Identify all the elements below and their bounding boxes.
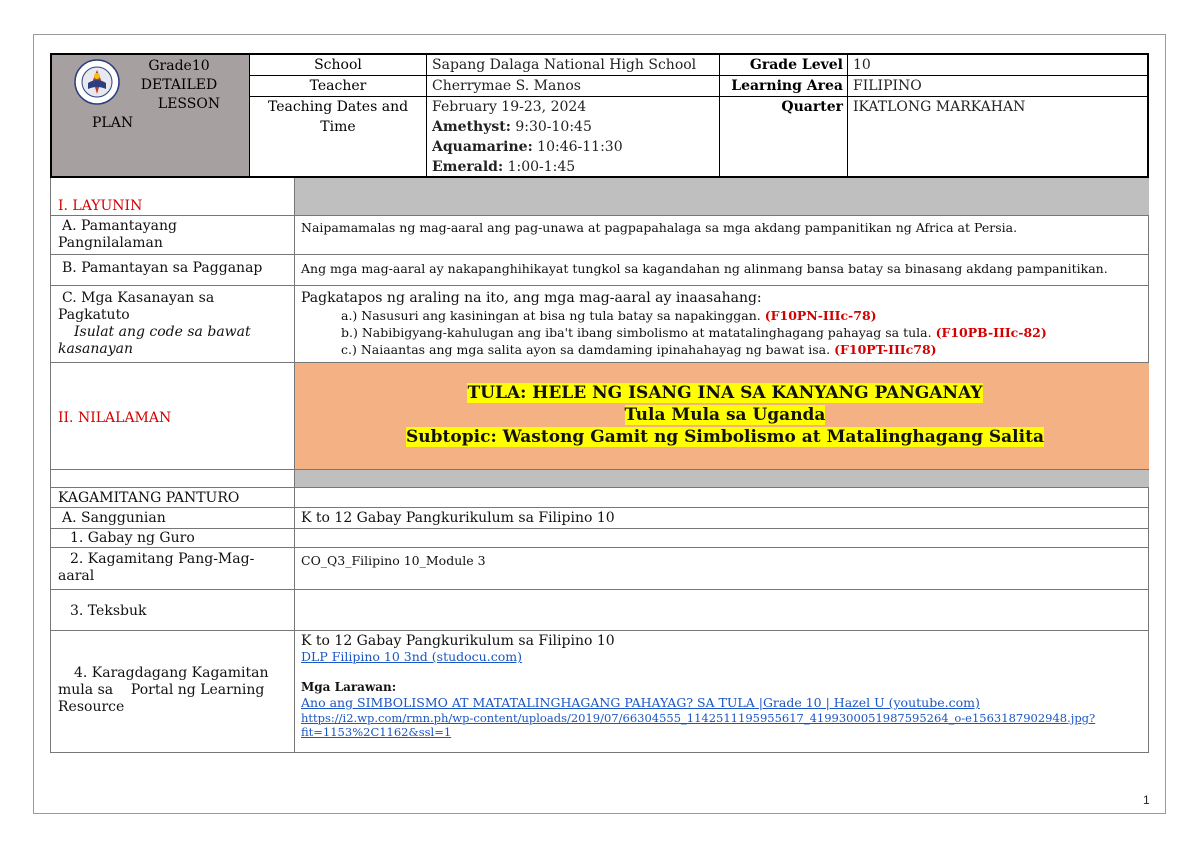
- row-spacer: [50, 470, 1149, 488]
- pang-magaaral-value: CO_Q3_Filipino 10_Module 3: [301, 553, 486, 568]
- gabay-label: 1. Gabay ng Guro: [50, 529, 295, 547]
- row-pang-magaaral: [50, 548, 1149, 590]
- pang-magaaral-label: [50, 548, 295, 589]
- kasanayan-note-1: Isulat ang code sa bawat: [74, 324, 251, 340]
- row-sanggunian: [50, 508, 1149, 529]
- row-teksbuk: [50, 590, 1149, 631]
- nilalaman-content: [295, 363, 1149, 469]
- row-pagganap: [50, 255, 1149, 286]
- dates-label-line1: Teaching Dates and: [267, 99, 409, 115]
- row-gabay: [50, 529, 1149, 548]
- kasanayan-item-b: b.) Nabibigyang-kahulugan ang iba't ibang simbolismo at matatalinghagang pahayag sa tula. (F10PB-IIIc-82): [341, 325, 1047, 340]
- kasanayan-label-1: C. Mga Kasanayan sa: [62, 290, 215, 306]
- dates-label-line2: Time: [320, 119, 356, 135]
- kasanayan-intro: Pagkatapos ng araling na ito, ang mga mag-aaral ay inaasahang:: [301, 290, 762, 306]
- dates-label: [250, 97, 426, 137]
- sanggunian-value: K to 12 Gabay Pangkurikulum sa Filipino 10: [301, 510, 615, 526]
- section-kagamitan: KAGAMITANG PANTURO: [50, 488, 295, 507]
- nilalaman-title: TULA: HELE NG ISANG INA SA KANYANG PANGANAY: [467, 383, 983, 403]
- schedule-aquamarine: Aquamarine: 10:46-11:30: [432, 139, 623, 155]
- learning-area-label: Learning Area: [731, 78, 843, 94]
- dates-value: [432, 97, 623, 177]
- nilalaman-subtopic: Subtopic: Wastong Gamit ng Simbolismo at Matalinghagang Salita: [406, 427, 1044, 447]
- header-title-cell: [52, 55, 250, 176]
- lesson-plan-body: [50, 178, 1149, 753]
- pang-magaaral-label-2: aaral: [58, 568, 95, 584]
- kasanayan-item-c: c.) Naiaantas ang mga salita ayon sa damdaming ipinahahayag ng bawat isa. (F10PT-IIIc78): [341, 342, 937, 357]
- lesson-plan-header: [50, 53, 1149, 178]
- section-layunin: I. LAYUNIN: [50, 178, 295, 215]
- row-kasanayan: [50, 286, 1149, 363]
- spacer-band: [295, 470, 1149, 487]
- schedule-emerald: Emerald: 1:00-1:45: [432, 159, 576, 175]
- mga-larawan-label: Mga Larawan:: [301, 680, 397, 694]
- teacher-label: Teacher: [309, 78, 367, 94]
- title-line-lesson: LESSON: [157, 96, 221, 112]
- grade-level-value: 10: [853, 57, 871, 73]
- karagdagan-label-1: 4. Karagdagang Kagamitan: [74, 665, 269, 681]
- row-kagamitan: [50, 488, 1149, 508]
- title-line-plan: PLAN: [92, 115, 134, 131]
- schedule-amethyst: Amethyst: 9:30-10:45: [432, 119, 592, 135]
- row-pamantayang: [50, 216, 1149, 255]
- karagdagan-label-2: mula sa Portal ng Learning: [58, 682, 265, 698]
- title-line-grade: Grade10: [148, 58, 210, 74]
- karagdagan-content: [295, 631, 1149, 752]
- page-number: 1: [1143, 793, 1150, 807]
- sanggunian-label: A. Sanggunian: [50, 508, 295, 528]
- kasanayan-item-a: a.) Nasusuri ang kasiningan at bisa ng tula batay sa napakinggan. (F10PN-IIIc-78): [341, 308, 877, 323]
- quarter-label: Quarter: [781, 99, 843, 115]
- pang-magaaral-label-1: 2. Kagamitang Pang-Mag-: [70, 551, 255, 567]
- title-line-detailed: DETAILED: [140, 77, 218, 93]
- pamantayang-label-2: Pangnilalaman: [58, 235, 163, 251]
- section-nilalaman: II. NILALAMAN: [50, 363, 295, 469]
- pamantayang-label-1: A. Pamantayang: [62, 218, 177, 234]
- youtube-link[interactable]: Ano ang SIMBOLISMO AT MATATALINGHAGANG PAHAYAG? SA TULA |Grade 10 | Hazel U (youtube.com): [301, 695, 980, 710]
- image-link-part1[interactable]: https://i2.wp.com/rmn.ph/wp-content/uploads/2019/07/66304555_1142511195955617_4199300051987595264_o-e1563187902948.jpg?: [301, 711, 1096, 725]
- pagganap-label: B. Pamantayan sa Pagganap: [50, 255, 295, 285]
- pamantayang-value: Naipamamalas ng mag-aaral ang pag-unawa at pagpapahalaga sa mga akdang pampanitikan ng Africa at Persia.: [301, 220, 1018, 235]
- dates-range: February 19-23, 2024: [432, 99, 587, 115]
- karagdagan-label: [50, 631, 295, 752]
- kasanayan-note-2: kasanayan: [58, 341, 133, 357]
- teacher-value: Cherrymae S. Manos: [432, 78, 581, 94]
- school-label: School: [314, 57, 362, 73]
- kasanayan-content: [295, 286, 1149, 362]
- learning-area-value: FILIPINO: [853, 78, 922, 94]
- pagganap-value: Ang mga mag-aaral ay nakapanghihikayat tungkol sa kagandahan ng alinmang bansa batay sa binasang akdang pampanitikan.: [301, 261, 1108, 276]
- teksbuk-label: 3. Teksbuk: [50, 590, 295, 630]
- image-link-part2[interactable]: fit=1153%2C1162&ssl=1: [301, 725, 452, 739]
- kasanayan-label: [50, 286, 295, 362]
- karagdagan-label-3: Resource: [58, 699, 125, 715]
- school-value: Sapang Dalaga National High School: [432, 57, 697, 73]
- row-nilalaman: [50, 363, 1149, 470]
- nilalaman-origin: Tula Mula sa Uganda: [624, 405, 826, 425]
- header-title: [92, 57, 244, 133]
- dlp-link[interactable]: DLP Filipino 10 3nd (studocu.com): [301, 649, 522, 664]
- grade-level-label: Grade Level: [749, 57, 843, 73]
- pamantayang-label: [50, 216, 295, 254]
- kasanayan-label-2: Pagkatuto: [58, 307, 130, 323]
- quarter-value: IKATLONG MARKAHAN: [853, 99, 1026, 115]
- row-layunin: [50, 178, 1149, 216]
- karagdagan-reference: K to 12 Gabay Pangkurikulum sa Filipino 10: [301, 633, 615, 649]
- layunin-band: [295, 178, 1149, 215]
- row-karagdagan: [50, 631, 1149, 753]
